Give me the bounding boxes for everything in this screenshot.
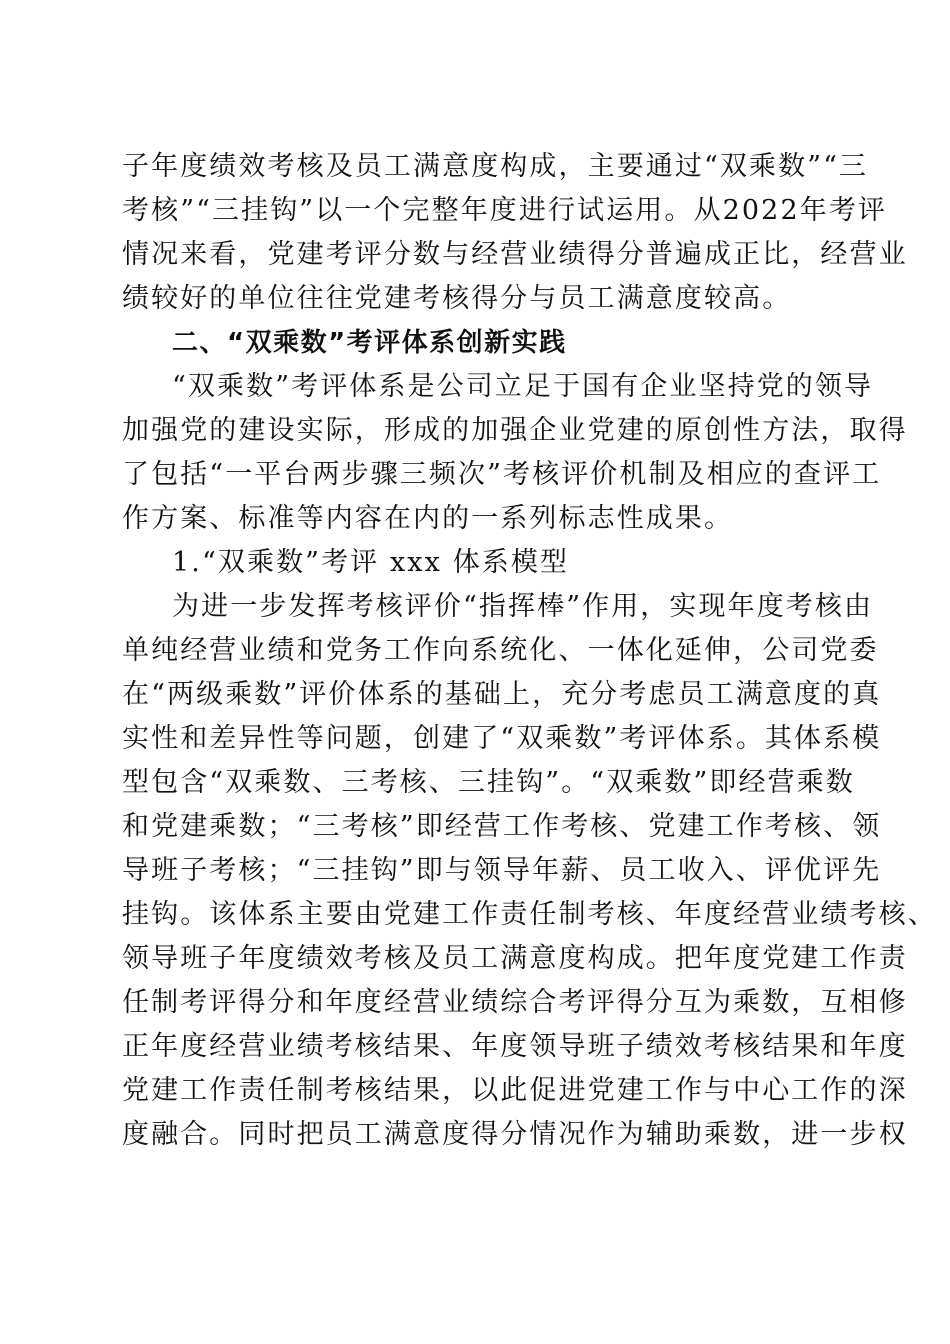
paragraph-line: 和党建乘数；“三考核”即经营工作考核、党建工作考核、领 [122, 811, 882, 842]
paragraph-line: 作方案、标准等内容在内的一系列标志性成果。 [122, 503, 734, 534]
paragraph-line: 度融合。同时把员工满意度得分情况作为辅助乘数，进一步权 [122, 1119, 908, 1150]
paragraph-line: 挂钩。该体系主要由党建工作责任制考核、年度经营业绩考核、 [122, 899, 937, 930]
paragraph-line: 实性和差异性等问题，创建了“双乘数”考评体系。其体系模 [122, 723, 882, 754]
paragraph-line: “双乘数”考评体系是公司立足于国有企业坚持党的领导 [172, 371, 874, 402]
paragraph-line: 单纯经营业绩和党务工作向系统化、一体化延伸，公司党委 [122, 635, 879, 666]
paragraph-line: 党建工作责任制考核结果，以此促进党建工作与中心工作的深 [122, 1075, 908, 1106]
paragraph-line: 导班子考核；“三挂钩”即与领导年薪、员工收入、评优评先 [122, 855, 882, 886]
paragraph-line: 情况来看，党建考评分数与经营业绩得分普遍成正比，经营业 [122, 239, 908, 270]
paragraph-line: 考核”“三挂钩”以一个完整年度进行试运用。从2022年考评 [122, 195, 888, 226]
paragraph-line: 子年度绩效考核及员工满意度构成，主要通过“双乘数”“三 [122, 151, 869, 182]
paragraph-line: 为进一步发挥考核评价“指挥棒”作用，实现年度考核由 [172, 591, 874, 622]
paragraph-line: 加强党的建设实际，形成的加强企业党建的原创性方法，取得 [122, 415, 908, 446]
section-heading: 二、“双乘数”考评体系创新实践 [172, 328, 567, 358]
paragraph-line: 了包括“一平台两步骤三频次”考核评价机制及相应的查评工 [122, 459, 882, 490]
paragraph-line: 正年度经营业绩考核结果、年度领导班子绩效考核结果和年度 [122, 1031, 908, 1062]
subsection-heading: 1.“双乘数”考评 xxx 体系模型 [172, 547, 570, 578]
paragraph-line: 领导班子年度绩效考核及员工满意度构成。把年度党建工作责 [122, 943, 908, 974]
paragraph-line: 任制考评得分和年度经营业绩综合考评得分互为乘数，互相修 [122, 987, 908, 1018]
paragraph-line: 在“两级乘数”评价体系的基础上，充分考虑员工满意度的真 [122, 679, 882, 710]
paragraph-line: 绩较好的单位往往党建考核得分与员工满意度较高。 [122, 283, 792, 314]
paragraph-line: 型包含“双乘数、三考核、三挂钩”。“双乘数”即经营乘数 [122, 767, 855, 798]
